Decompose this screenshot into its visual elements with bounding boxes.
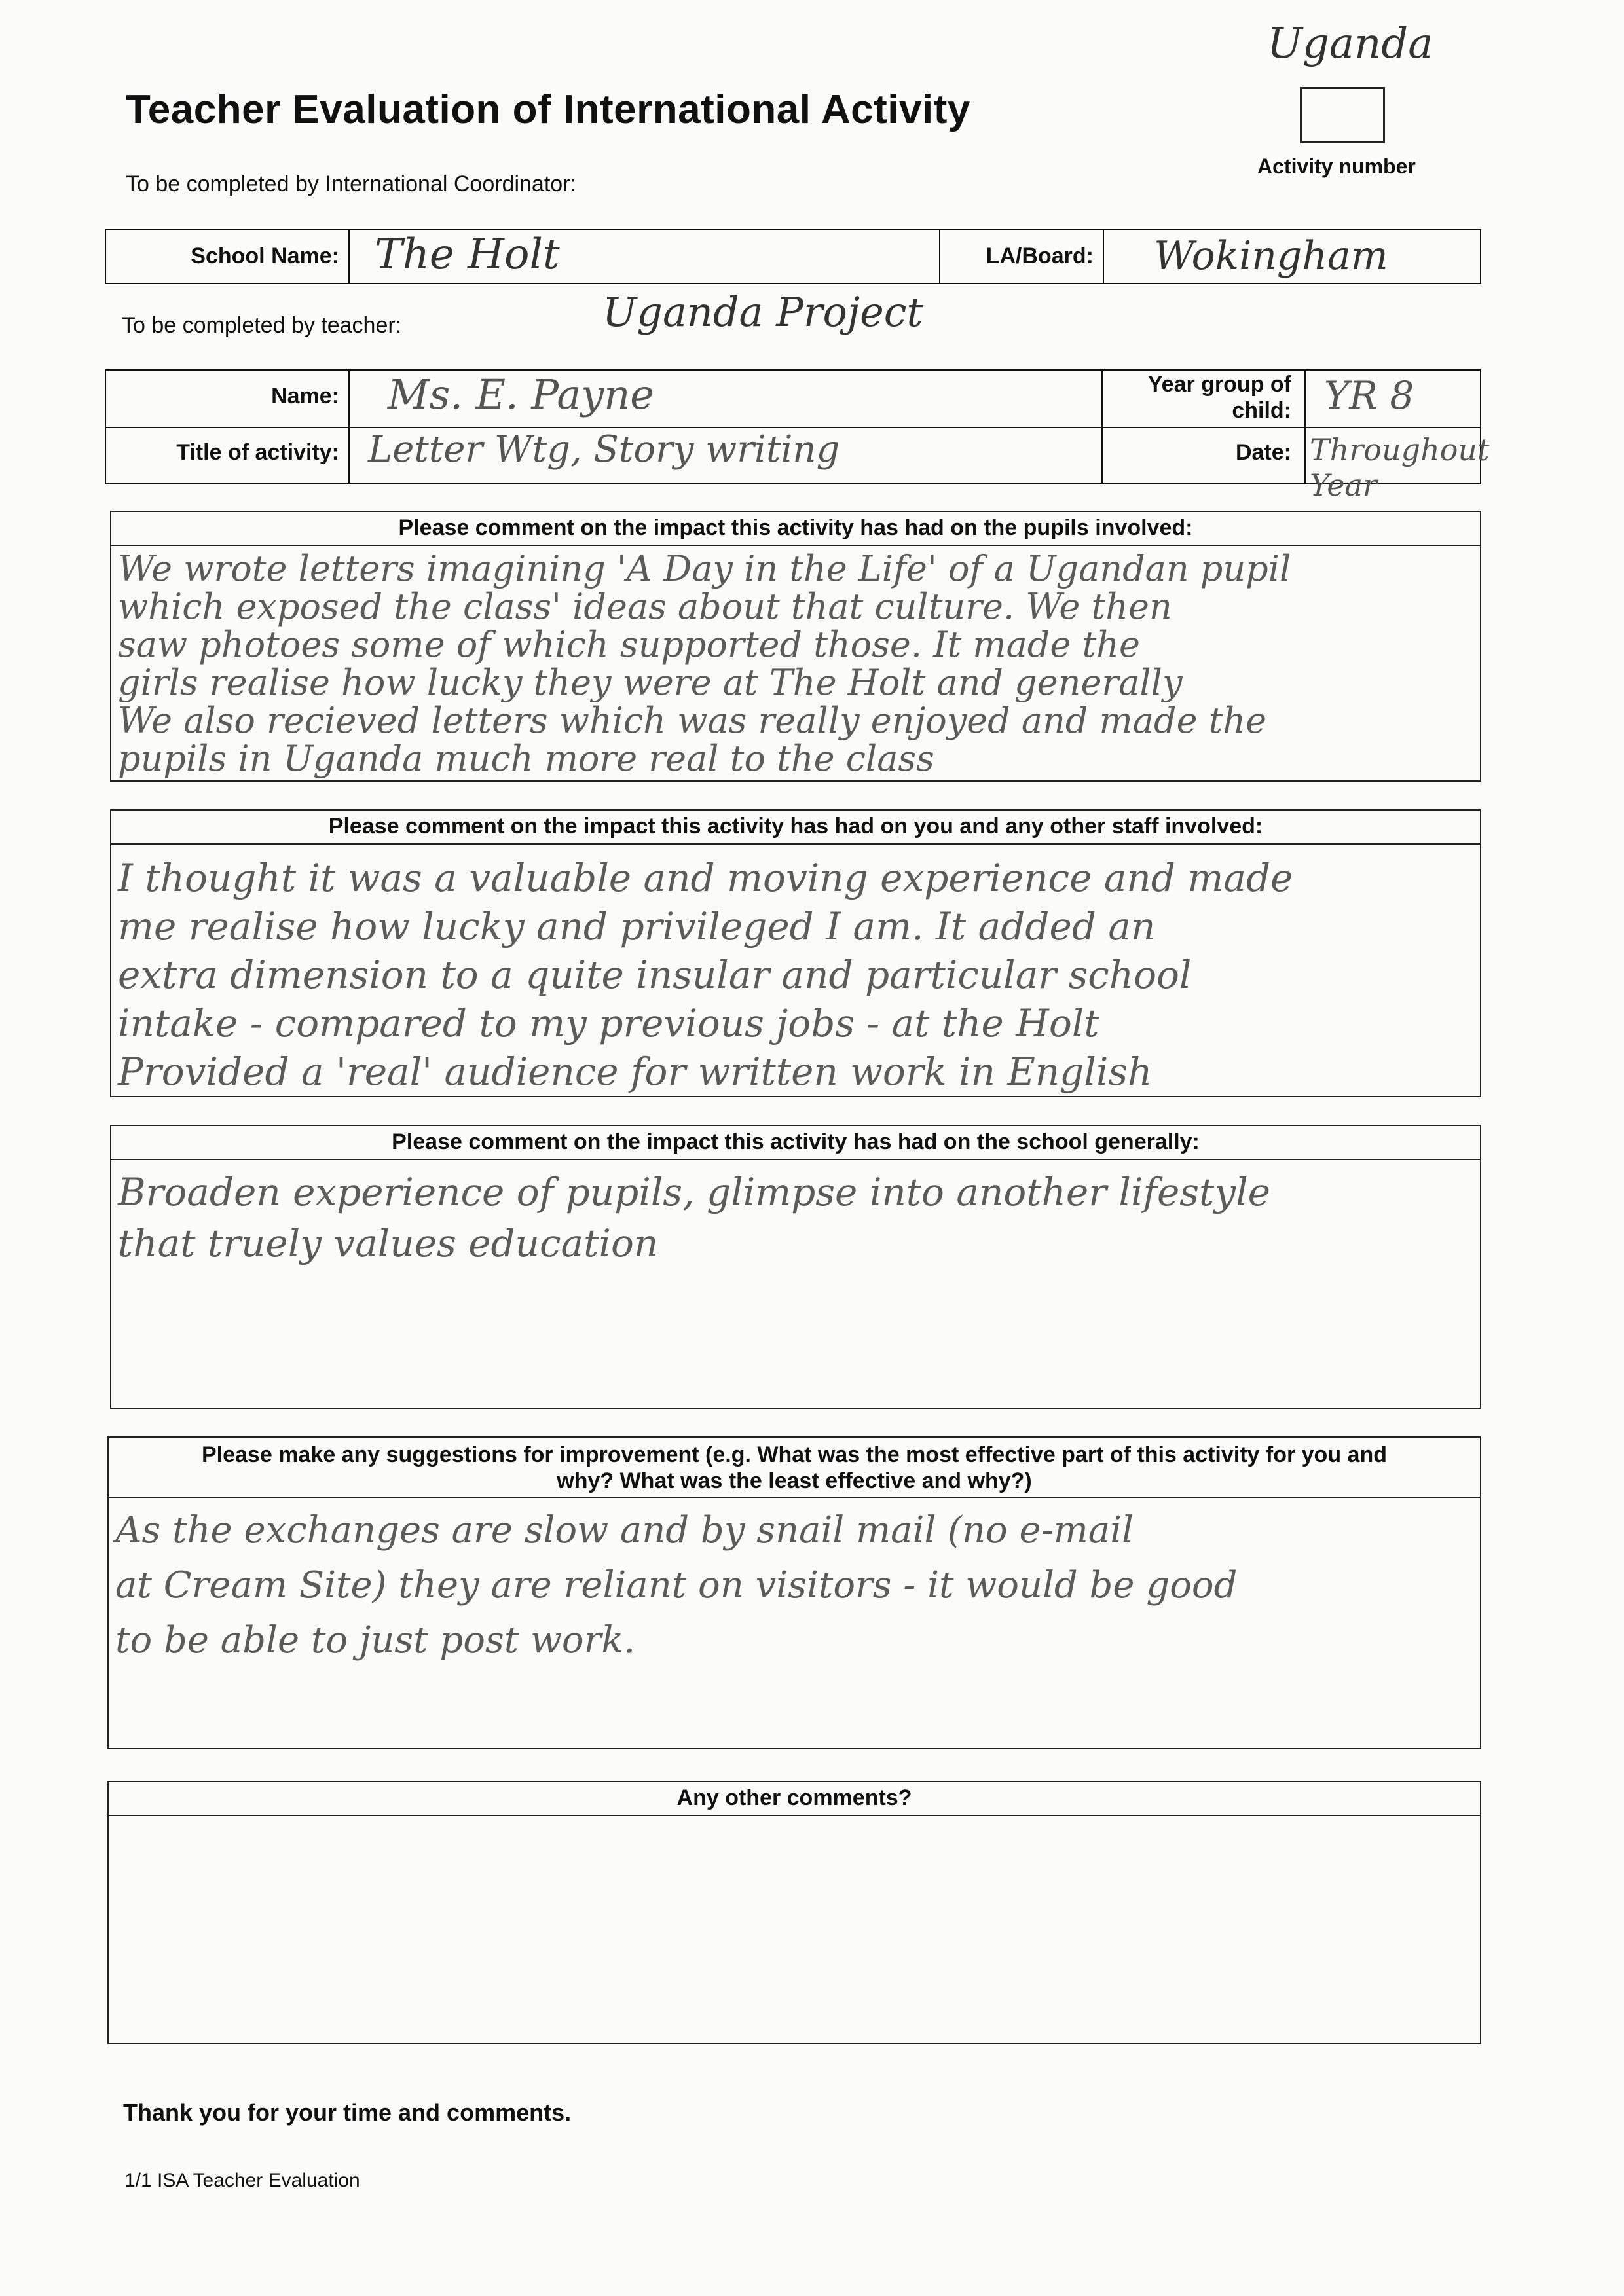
improvement-section — [107, 1436, 1481, 1749]
year-group-value[interactable]: YR 8 — [1324, 373, 1414, 418]
other-comments-response[interactable] — [109, 1816, 1480, 1824]
improvement-response[interactable]: As the exchanges are slow and by snail mail (no e-mail at Cream Site) they are reliant on visitors - it would be good to be able to just post work. — [115, 1509, 1238, 1662]
teacher-instruction: To be completed by teacher: — [122, 313, 402, 338]
staff-impact-section — [110, 809, 1481, 1097]
activity-number-box[interactable] — [1300, 87, 1385, 143]
pupils-impact-heading: Please comment on the impact this activity has had on the pupils involved: — [111, 512, 1480, 546]
activity-number-label: Activity number — [1257, 155, 1416, 178]
year-group-label-1: Year group of — [1147, 372, 1291, 397]
handwritten-uganda-annotation: Uganda — [1267, 20, 1433, 68]
project-annotation: Uganda Project — [602, 288, 923, 336]
school-impact-section — [110, 1125, 1481, 1409]
coordinator-instruction: To be completed by International Coordinator: — [126, 172, 576, 196]
page-title: Teacher Evaluation of International Activity — [126, 87, 970, 132]
title-of-activity-label: Title of activity: — [176, 440, 339, 465]
pupils-impact-section — [110, 511, 1481, 782]
school-name-label: School Name: — [191, 244, 339, 268]
improvement-heading: Please make any suggestions for improvement (e.g. What was the most effective part of this activity for you and why? What was the least effective and why?) — [109, 1438, 1480, 1498]
name-value[interactable]: Ms. E. Payne — [388, 371, 654, 418]
year-group-label-2: child: — [1232, 398, 1291, 423]
school-row — [105, 229, 1481, 284]
staff-impact-response[interactable]: I thought it was a valuable and moving experience and made me realise how lucky and privileged I am. It added an extra dimension to a quite insular and particular school intake - compared to my previous jobs - at the Holt Provided a 'real' audience for written work in English — [118, 856, 1293, 1094]
staff-impact-heading: Please comment on the impact this activity has had on you and any other staff involved: — [111, 811, 1480, 845]
thank-you-text: Thank you for your time and comments. — [123, 2099, 572, 2126]
school-impact-heading: Please comment on the impact this activity has had on the school generally: — [111, 1126, 1480, 1160]
pupils-impact-response[interactable]: We wrote letters imagining 'A Day in the Life' of a Ugandan pupil which exposed the class' ideas about that culture. We then saw photoes some of which supported those. It made the girls realise how lucky they were at The Holt and generally We also recieved letters which was really enjoyed and made the pupils in Uganda much more real to the class — [118, 548, 1291, 779]
teacher-details-table — [105, 369, 1490, 503]
la-board-label: LA/Board: — [986, 244, 1094, 268]
footer-text: 1/1 ISA Teacher Evaluation — [124, 2170, 360, 2191]
date-value[interactable]: Throughout Year — [1310, 432, 1490, 503]
name-label: Name: — [271, 384, 339, 409]
date-label: Date: — [1235, 440, 1291, 465]
school-name-value[interactable]: The Holt — [375, 230, 560, 279]
other-comments-heading: Any other comments? — [109, 1782, 1480, 1816]
other-comments-section — [107, 1781, 1481, 2044]
school-impact-response[interactable]: Broaden experience of pupils, glimpse into another lifestyle that truely values education — [118, 1170, 1270, 1266]
title-of-activity-value[interactable]: Letter Wtg, Story writing — [368, 428, 840, 471]
la-board-value[interactable]: Wokingham — [1154, 233, 1388, 279]
